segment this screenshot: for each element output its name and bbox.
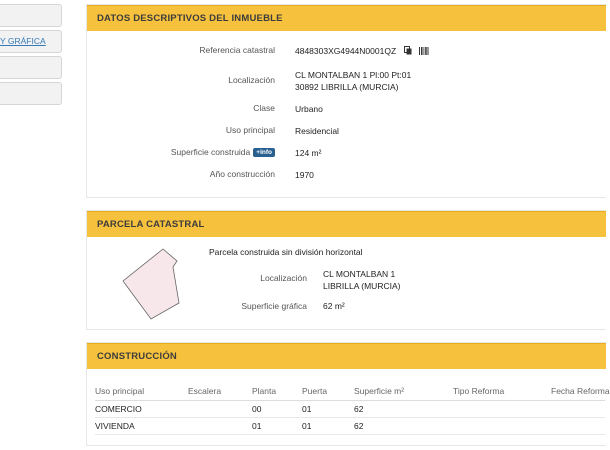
table-row xyxy=(95,417,605,434)
left-nav-button-3[interactable] xyxy=(0,56,62,79)
cell-tipo-reforma xyxy=(453,400,551,417)
uso-principal-label: Uso principal xyxy=(225,125,275,135)
localizacion-label: Localización xyxy=(228,75,275,85)
left-nav-button-grafica[interactable] xyxy=(0,30,62,53)
cell-escalera xyxy=(188,417,252,434)
col-uso-principal: Uso principal xyxy=(95,383,188,400)
col-puerta: Puerta xyxy=(302,383,354,400)
cell-uso: VIVIENDA xyxy=(95,417,188,434)
cell-uso: COMERCIO xyxy=(95,400,188,417)
cell-planta: 00 xyxy=(252,400,302,417)
datos-descriptivos-title: DATOS DESCRIPTIVOS DEL INMUEBLE xyxy=(87,5,606,31)
construccion-table xyxy=(95,383,610,435)
col-tipo-reforma: Tipo Reforma xyxy=(453,383,551,400)
col-planta: Planta xyxy=(252,383,302,400)
col-escalera: Escalera xyxy=(188,383,252,400)
superficie-construida-row-label xyxy=(87,147,275,157)
referencia-row xyxy=(295,45,429,58)
parcela-catastral-panel xyxy=(86,210,606,330)
cell-planta: 01 xyxy=(252,417,302,434)
uso-principal-value: Residencial xyxy=(295,126,339,136)
anio-construccion-value: 1970 xyxy=(295,170,314,180)
construccion-panel xyxy=(86,342,610,446)
cell-fecha-reforma xyxy=(551,400,605,417)
table-row xyxy=(95,400,605,417)
datos-descriptivos-panel xyxy=(86,4,606,198)
left-nav-button-4[interactable] xyxy=(0,82,62,105)
cell-puerta: 01 xyxy=(302,400,354,417)
cell-puerta: 01 xyxy=(302,417,354,434)
referencia-value: 4848303XG4944N0001QZ xyxy=(295,46,397,56)
cell-fecha-reforma xyxy=(551,417,605,434)
parcela-tipo: Parcela construida sin división horizontal xyxy=(209,247,363,257)
left-nav-button-1[interactable] xyxy=(0,4,62,27)
parcela-localizacion-value xyxy=(323,268,400,292)
referencia-label: Referencia catastral xyxy=(199,45,275,55)
clase-label: Clase xyxy=(253,103,275,113)
construccion-title: CONSTRUCCIÓN xyxy=(87,343,606,369)
cell-superficie: 62 xyxy=(354,400,453,417)
parcela-localizacion-line1: CL MONTALBAN 1 xyxy=(323,269,396,279)
anio-construccion-label: Año construcción xyxy=(209,169,275,179)
parcela-catastral-title: PARCELA CATASTRAL xyxy=(87,211,606,237)
localizacion-value xyxy=(295,69,411,93)
copy-icon[interactable] xyxy=(404,46,412,58)
construccion-table-header xyxy=(95,383,605,400)
left-nav-label-grafica: Y GRÁFICA xyxy=(0,36,46,46)
col-superficie: Superficie m² xyxy=(354,383,453,400)
barcode-icon[interactable] xyxy=(419,46,429,58)
cell-tipo-reforma xyxy=(453,417,551,434)
parcela-superficie-label: Superficie gráfica xyxy=(241,301,307,311)
localizacion-line1: CL MONTALBAN 1 Pl:00 Pt:01 xyxy=(295,70,412,80)
superficie-construida-value: 124 m² xyxy=(295,148,322,158)
localizacion-line2: 30892 LIBRILLA (MURCIA) xyxy=(295,82,399,92)
cell-escalera xyxy=(188,400,252,417)
info-button[interactable]: +Info xyxy=(253,148,275,157)
parcela-localizacion-line2: LIBRILLA (MURCIA) xyxy=(323,281,401,291)
parcela-localizacion-label: Localización xyxy=(260,273,307,283)
parcel-map-shape[interactable] xyxy=(115,241,193,323)
superficie-construida-label: Superficie construida xyxy=(170,147,251,157)
parcela-superficie-value: 62 m² xyxy=(323,301,345,311)
clase-value: Urbano xyxy=(295,104,323,114)
col-fecha-reforma: Fecha Reforma xyxy=(551,383,605,400)
cell-superficie: 62 xyxy=(354,417,453,434)
